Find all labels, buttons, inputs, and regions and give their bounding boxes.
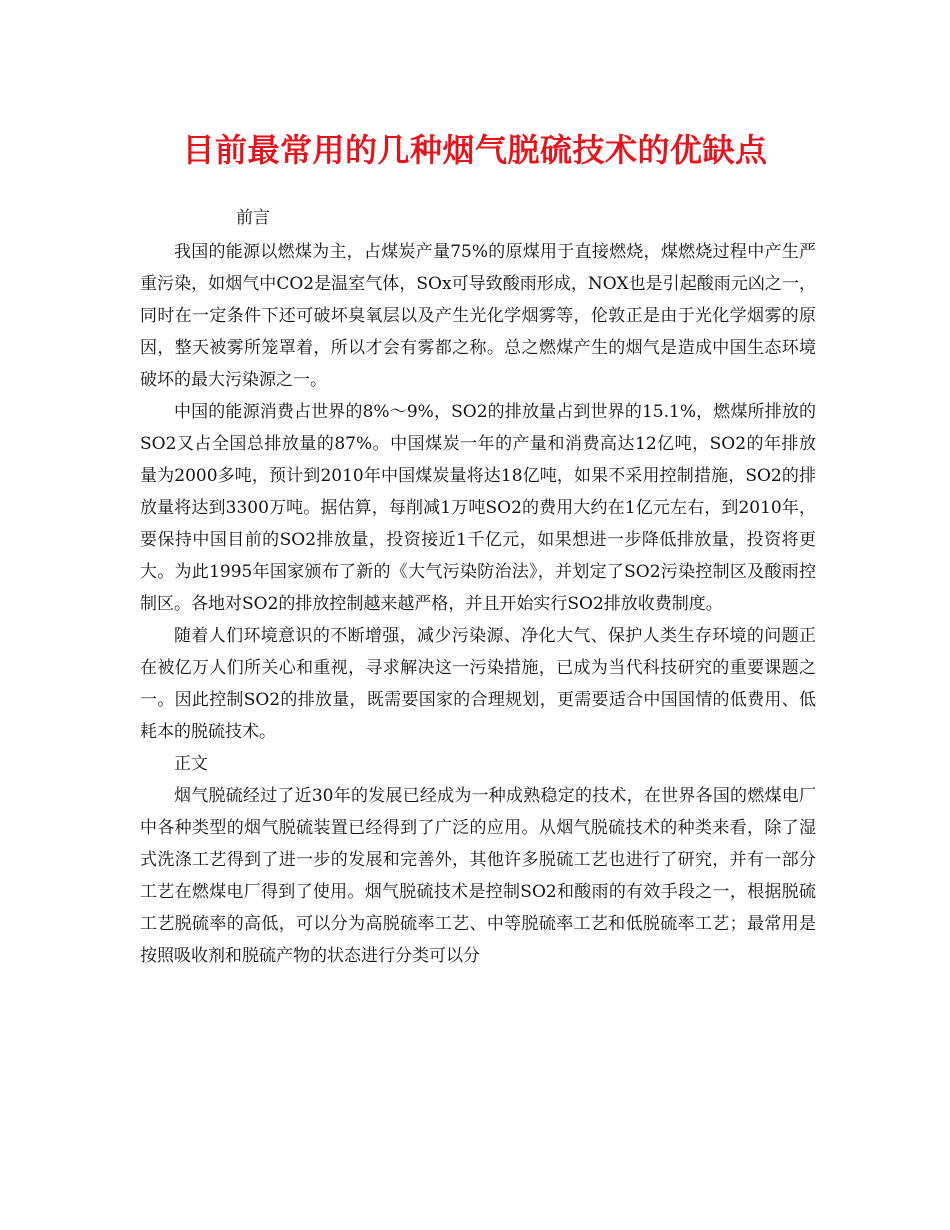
paragraph: 随着人们环境意识的不断增强，减少污染源、净化大气、保护人类生存环境的问题正在被亿万人们所关心和重视，寻求解决这一污染措施，已成为当代科技研究的重要课题之一。因此控制SO2的排放量，既需要国家的合理规划，更需要适合中国国情的低费用、低耗本的脱硫技术。 xyxy=(140,626,816,742)
document-title: 目前最常用的几种烟气脱硫技术的优缺点 xyxy=(182,131,768,169)
paragraph: 中国的能源消费占世界的8%～9%，SO2的排放量占到世界的15.1%，燃煤所排放的SO2又占全国总排放量的87%。中国煤炭一年的产量和消费高达12亿吨，SO2的年排放量为2000多吨，预计到2010年中国煤炭量将达18亿吨，如果不采用控制措施，SO2的排放量将达到3300万吨。据估算，每削减1万吨SO2的费用大约在1亿元左右，到2010年，要保持中国目前的SO2排放量，投资接近1千亿元，如果想进一步降低排放量，投资将更大。为此1995年国家颁布了新的《大气污染防治法》，并划定了SO2污染控制区及酸雨控制区。各地对SO2的排放控制越来越严格，并且开始实行SO2排放收费制度。 xyxy=(140,402,816,614)
paragraph: 烟气脱硫经过了近30年的发展已经成为一种成熟稳定的技术，在世界各国的燃煤电厂中各种类型的烟气脱硫装置已经得到了广泛的应用。从烟气脱硫技术的种类来看，除了湿式洗涤工艺得到了进一步的发展和完善外，其他许多脱硫工艺也进行了研究，并有一部分工艺在燃煤电厂得到了使用。烟气脱硫技术是控制SO2和酸雨的有效手段之一，根据脱硫工艺脱硫率的高低，可以分为高脱硫率工艺、中等脱硫率工艺和低脱硫率工艺；最常用是按照吸收剂和脱硫产物的状态进行分类可以分 xyxy=(140,786,816,966)
section-heading-main: 正文 xyxy=(174,754,208,774)
paragraph: 我国的能源以燃煤为主，占煤炭产量75%的原煤用于直接燃烧，煤燃烧过程中产生严重污染，如烟气中CO2是温室气体，SOx可导致酸雨形成，NOX也是引起酸雨元凶之一，同时在一定条件下还可破坏臭氧层以及产生光化学烟雾等，伦敦正是由于光化学烟雾的原因，整天被雾所笼罩着，所以才会有雾都之称。总之燃煤产生的烟气是造成中国生态环境破坏的最大污染源之一。 xyxy=(140,242,816,390)
document-body xyxy=(140,202,816,972)
section-heading-preface: 前言 xyxy=(236,208,270,228)
